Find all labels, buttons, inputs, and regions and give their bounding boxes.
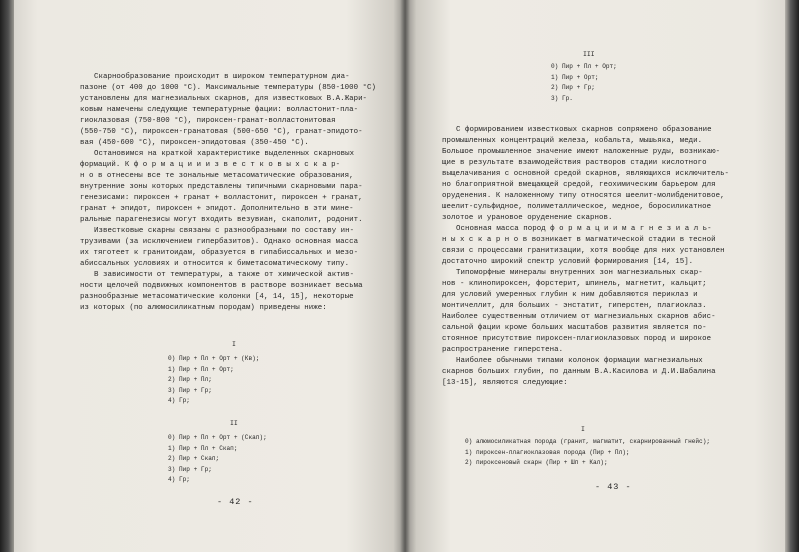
line: установлены для магнезиальных скарнов, для известковых В.А.Жари- [80, 95, 368, 103]
line: из которых (по алюмосиликатным породам) приведены ниже: [80, 304, 327, 312]
line: (550-750 °С), пироксен-гранатовая (500-650 °С), гранат-эпидото- [80, 128, 363, 136]
line: Остановимся на краткой характеристике выделенных скарновых [94, 150, 355, 158]
line: формаций. К ф о р м а ц и и и з в е с т к о в ы х с к а р- [80, 161, 341, 169]
line: распространение гиперстена. [442, 346, 564, 354]
line: промышленных концентраций железа, кобальта, мышьяка, меди. [442, 137, 703, 145]
magnesian-skarn-column [465, 437, 710, 469]
book-edge-left [0, 0, 14, 552]
column-label-I: I [581, 426, 585, 433]
list-item: 3) Пир + Гр; [168, 465, 212, 473]
right-text-block [442, 125, 772, 389]
line: Известковые скарны связаны с разнообразными по составу ин- [94, 227, 355, 235]
list-item: 2) Пир + Скап; [168, 455, 220, 462]
line: ральные парагенезисы могут входить везувиан, скаполит, родонит. [80, 216, 363, 224]
list-item: 0) алюмосиликатная порода (гранит, магматит, скарнированный гнейс); [465, 438, 711, 445]
column-label-III: III [583, 51, 595, 58]
list-item: 2) Пир + Пл; [168, 376, 212, 383]
metasomatic-column-1 [168, 354, 259, 407]
list-item: 3) Гр. [551, 94, 573, 102]
page-43 [405, 0, 785, 552]
list-item: 1) Пир + Пл + Скап; [168, 444, 238, 452]
line: золотое и урановое оруденение скарнов. [442, 214, 613, 222]
list-item: 2) Пир + Гр; [551, 84, 595, 91]
list-item: 0) Пир + Пл + Орт; [551, 63, 617, 70]
line: н о в отнесены все те зональные метасоматические образования, [80, 172, 354, 180]
page-42 [14, 0, 405, 552]
list-item: 4) Гр; [168, 476, 190, 483]
line: ковым намечены следующие температурные фации: волластонит-пла- [80, 106, 359, 114]
book-spine [400, 0, 410, 552]
list-item: 0) Пир + Пл + Орт + (Скап); [168, 434, 267, 441]
list-item: 4) Гр; [168, 397, 190, 404]
line: щие в результате взаимодействия растворов стадии кислотного [442, 159, 707, 167]
line: сальной фации кроме больших масштабов развития является по- [442, 324, 707, 332]
line: Наиболее существенным отличием от магнезиальных скарнов абис- [442, 313, 716, 321]
line: гранат + эпидот, пироксен + эпидот. Дополнительно в эти мине- [80, 205, 354, 213]
line: ности щелочей подвижных компонентов в растворе возникает весьма [80, 282, 363, 290]
line: С формированием известковых скарнов сопряжено образование [456, 126, 712, 134]
line: Скарнообразование происходит в широком температурном диа- [94, 73, 350, 81]
line: генезисами: пироксен + гранат + волластонит, пироксен + гранат, [80, 194, 363, 202]
line: оруденения. К наложенному типу относятся шеелит-молибденитовое, [442, 192, 725, 200]
line: н ы х с к а р н о в возникает в магматической стадии в тесной [442, 236, 716, 244]
page-number: - 42 - [217, 497, 254, 507]
line: Наиболее обычными типами колонок формации магнезиальных [456, 357, 703, 365]
line: монтичеллит, для больших - энстатит, гиперстен, плагиоклаз. [442, 302, 707, 310]
page-number: - 43 - [595, 482, 632, 492]
line: шеелит-сульфидное, полиметаллическое, медное, боросиликатное [442, 203, 712, 211]
list-item: 1) Пир + Пл + Орт; [168, 365, 234, 373]
line: внутренние зоны которых представлены типичными скарновыми пара- [80, 183, 363, 191]
line: трузивами (за исключением гипербазитов). Однако основная масса [80, 238, 359, 246]
line: пазоне (от 400 до 1000 °С). Максимальные температуры (850-1000 °С) [80, 84, 377, 92]
metasomatic-column-3 [551, 62, 617, 104]
line: В зависимости от температуры, а также от химической актив- [94, 271, 355, 279]
book-edge-right [785, 0, 799, 552]
column-label-II: II [230, 420, 238, 427]
list-item: 3) Пир + Гр; [168, 386, 212, 394]
line: выщелачивания с основной средой скарнов, являющихся исключитель- [442, 170, 730, 178]
line: гиоклазовая (750-800 °С), пироксен-гранат-волластонитовая [80, 117, 336, 125]
line: Типоморфные минералы внутренних зон магнезиальных скар- [456, 269, 703, 277]
list-item: 0) Пир + Пл + Орт + (Кв); [168, 355, 260, 362]
line: абиссальных условиях и относится к биметасоматическому типу. [80, 260, 350, 268]
list-item: 1) Пир + Орт; [551, 73, 599, 81]
line: нов - клинопироксен, форстерит, шпинель, магнетит, кальцит; [442, 280, 707, 288]
line: вая (450-600 °С), пироксен-эпидотовая (350-450 °С). [80, 139, 309, 147]
line: Большое промышленное значение имеют наложенные руды, возникаю- [442, 148, 721, 156]
line: разнообразные метасоматические колонки [4, 14, 15], некоторые [80, 293, 354, 301]
line: достаточно широкий спектр условий формирования [14, 15]. [442, 258, 694, 266]
list-item: 2) пироксеновый скарн (Пир + Шп + Кал); [465, 459, 608, 466]
line: но благоприятной вмещающей средой, геохимическим барьером для [442, 181, 716, 189]
left-paragraph-1 [80, 72, 397, 314]
line: связи с процессами гранитизации, хотя вообще для них установлен [442, 247, 725, 255]
line: скарнов больших глубин, по данным В.А.Касилова и Д.И.Шабалина [442, 368, 716, 376]
column-label-I: I [232, 341, 236, 348]
line: стоянное присутствие пироксен-плагиоклазовых пород и широкое [442, 335, 712, 343]
line: Основная масса пород ф о р м а ц и и м а г н е з и а л ь- [456, 225, 712, 233]
metasomatic-column-2 [168, 433, 267, 486]
line: для условий умеренных глубин к ним добавляются периклаз и [442, 291, 698, 299]
line: их тяготеет к гранитоидам, образуется в гипабиссальных и мезо- [80, 249, 359, 257]
line: [13-15], являются следующие: [442, 379, 568, 387]
list-item: 1) пироксен-плагиоклазовая порода (Пир + Пл); [465, 448, 630, 456]
